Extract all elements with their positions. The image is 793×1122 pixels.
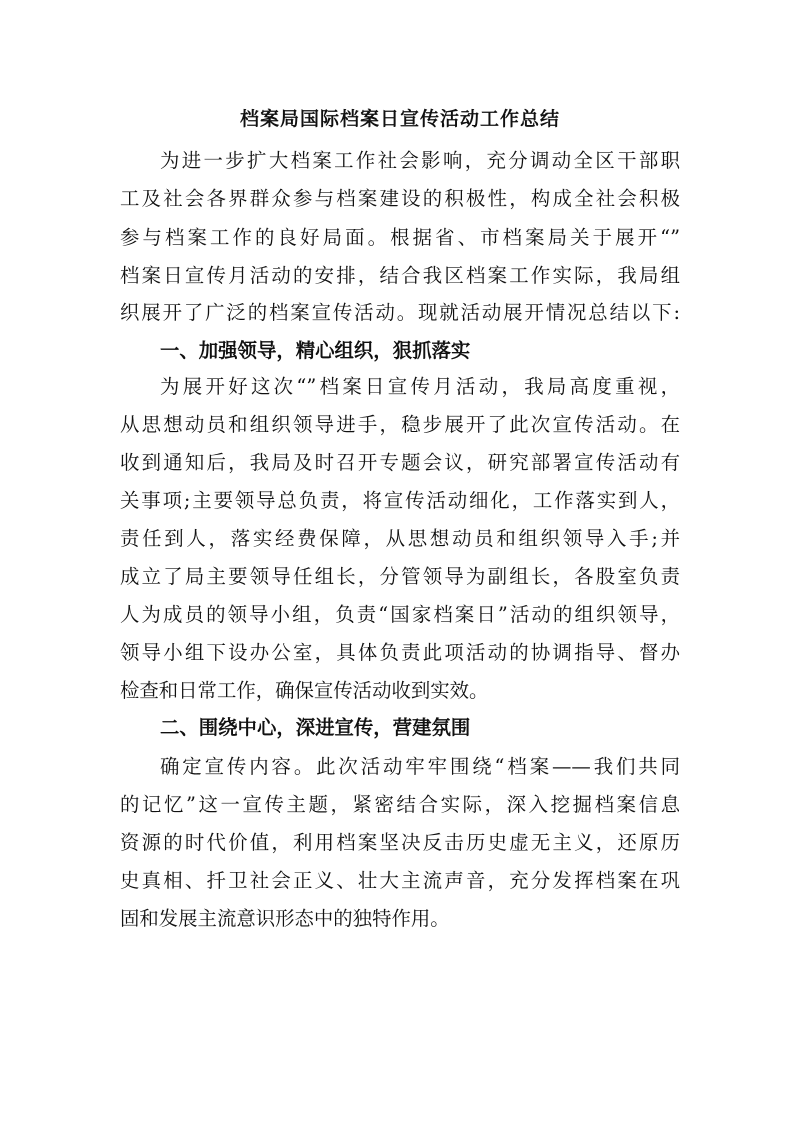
paragraph-2-line-1: 为展开好这次“”档案日宣传月活动，我局高度重视， (160, 375, 680, 398)
paragraph-3-line-4: 史真相、扦卫社会正义、壮大主流声音，充分发挥档案在巩 (120, 869, 680, 892)
paragraph-2-line-3: 收到通知后，我局及时召开专题会议，研究部署宣传活动有 (120, 451, 680, 474)
paragraph-3-line-3: 资源的时代价值，利用档案坚决反击历史虚无主义，还原历 (120, 831, 680, 854)
paragraph-2-line-2: 从思想动员和组织领导进手，稳步展开了此次宣传活动。在 (120, 413, 680, 436)
paragraph-3-line-2: 的记忆”这一宣传主题，紧密结合实际，深入挖掘档案信息 (120, 793, 680, 816)
paragraph-1-line-1: 为进一步扩大档案工作社会影响，充分调动全区干部职 (160, 149, 680, 172)
paragraph-2-line-6: 成立了局主要领导任组长，分管领导为副组长，各股室负责 (120, 565, 680, 588)
section-heading-2: 二、围绕中心，深进宣传，营建氛围 (160, 716, 471, 739)
paragraph-2-line-8: 领导小组下设办公室，具体负责此项活动的协调指导、督办 (120, 641, 680, 664)
paragraph-1-line-3: 参与档案工作的良好局面。根据省、市档案局关于展开“” (120, 226, 680, 249)
section-heading-1: 一、加强领导，精心组织，狠抓落实 (160, 339, 471, 362)
paragraph-3-line-1: 确定宣传内容。此次活动牢牢围绕“档案——我们共同 (160, 755, 680, 778)
paragraph-1-line-2: 工及社会各界群众参与档案建设的积极性，构成全社会积极 (120, 187, 680, 210)
paragraph-1-line-5: 织展开了广泛的档案宣传活动。现就活动展开情况总结以下: (120, 301, 680, 324)
paragraph-1-line-4: 档案日宣传月活动的安排，结合我区档案工作实际，我局组 (120, 264, 680, 287)
paragraph-2-line-7: 人为成员的领导小组，负责“国家档案日”活动的组织领导， (120, 603, 680, 626)
document-title: 档案局国际档案日宣传活动工作总结 (239, 108, 560, 130)
paragraph-2-line-4: 关事项;主要领导总负责，将宣传活动细化，工作落实到人， (120, 489, 680, 512)
paragraph-2-line-5: 责任到人，落实经费保障，从思想动员和组织领导入手;并 (120, 527, 680, 550)
paragraph-2-line-9: 检查和日常工作，确保宣传活动收到实效。 (120, 679, 489, 702)
paragraph-3-line-5: 固和发展主流意识形态中的独特作用。 (120, 907, 450, 930)
